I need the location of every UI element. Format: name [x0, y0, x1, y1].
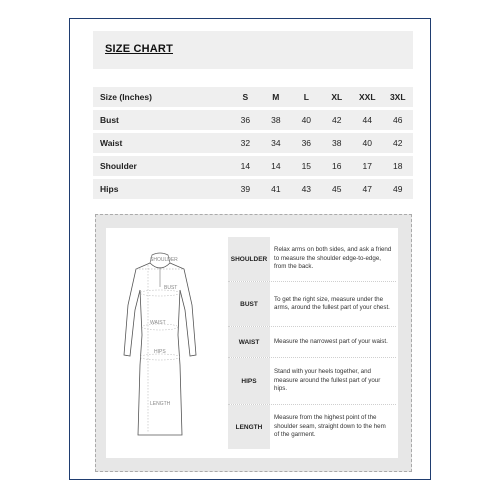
size-header: L — [291, 87, 321, 107]
table-row — [93, 179, 413, 199]
figure-label-hips: HIPS — [154, 349, 166, 355]
dress-body — [138, 290, 182, 435]
table-cell: 40 — [352, 133, 382, 153]
row-label: Waist — [93, 133, 230, 153]
size-table — [93, 84, 413, 202]
table-cell: 43 — [291, 179, 321, 199]
measurement-description: Stand with your heels together, and measure around the fullest part of your hips. — [274, 368, 381, 393]
table-cell: 49 — [382, 179, 413, 199]
table-cell: 16 — [322, 156, 352, 176]
title-band — [93, 31, 413, 69]
figure-label-bust: BUST — [164, 285, 178, 291]
table-cell: 46 — [382, 110, 413, 130]
table-cell: 47 — [352, 179, 382, 199]
measurement-name: WAIST — [228, 327, 270, 357]
left-sleeve — [124, 263, 150, 356]
right-sleeve — [170, 263, 196, 356]
measurement-name: SHOULDER — [228, 237, 270, 281]
table-cell: 39 — [230, 179, 260, 199]
table-cell: 38 — [261, 110, 291, 130]
table-row — [93, 133, 413, 153]
measurement-description: Relax arms on both sides, and ask a friend to measure the shoulder edge-to-edge, from the back. — [274, 246, 392, 271]
table-cell: 42 — [322, 110, 352, 130]
measurement-row — [228, 282, 396, 327]
table-cell: 36 — [230, 110, 260, 130]
table-cell: 14 — [261, 156, 291, 176]
page-title: SIZE CHART — [105, 43, 173, 55]
table-cell: 15 — [291, 156, 321, 176]
table-cell: 32 — [230, 133, 260, 153]
size-header: M — [261, 87, 291, 107]
dress-figure-illustration — [110, 245, 210, 445]
row-label: Hips — [93, 179, 230, 199]
figure-label-waist: WAIST — [150, 320, 166, 326]
table-cell: 14 — [230, 156, 260, 176]
measurement-description: Measure the narrowest part of your waist. — [274, 337, 388, 345]
table-cell: 45 — [322, 179, 352, 199]
table-row — [93, 156, 413, 176]
size-header: XL — [322, 87, 352, 107]
measurement-list — [228, 237, 396, 449]
measurement-description: Measure from the highest point of the shoulder seam, straight down to the hem of the garment. — [274, 414, 386, 439]
table-cell: 36 — [291, 133, 321, 153]
row-label: Shoulder — [93, 156, 230, 176]
figure-label-length: LENGTH — [150, 401, 171, 407]
table-header-row — [93, 87, 413, 107]
table-cell: 17 — [352, 156, 382, 176]
size-header: XXL — [352, 87, 382, 107]
table-cell: 34 — [261, 133, 291, 153]
measurement-row — [228, 237, 396, 282]
measurement-row — [228, 405, 396, 449]
header-label: Size (Inches) — [93, 87, 230, 107]
table-cell: 41 — [261, 179, 291, 199]
measurement-row — [228, 327, 396, 358]
figure-label-shoulder: SHOULDER — [150, 257, 178, 263]
measurement-name: HIPS — [228, 358, 270, 404]
table-cell: 18 — [382, 156, 413, 176]
table-cell: 44 — [352, 110, 382, 130]
row-label: Bust — [93, 110, 230, 130]
measurement-description: To get the right size, measure under the arms, around the fullest part of your chest. — [274, 295, 390, 311]
table-cell: 42 — [382, 133, 413, 153]
table-cell: 40 — [291, 110, 321, 130]
size-header: 3XL — [382, 87, 413, 107]
table-row — [93, 110, 413, 130]
measurement-row — [228, 358, 396, 405]
table-cell: 38 — [322, 133, 352, 153]
measurement-name: BUST — [228, 282, 270, 326]
size-header: S — [230, 87, 260, 107]
measurement-name: LENGTH — [228, 405, 270, 449]
